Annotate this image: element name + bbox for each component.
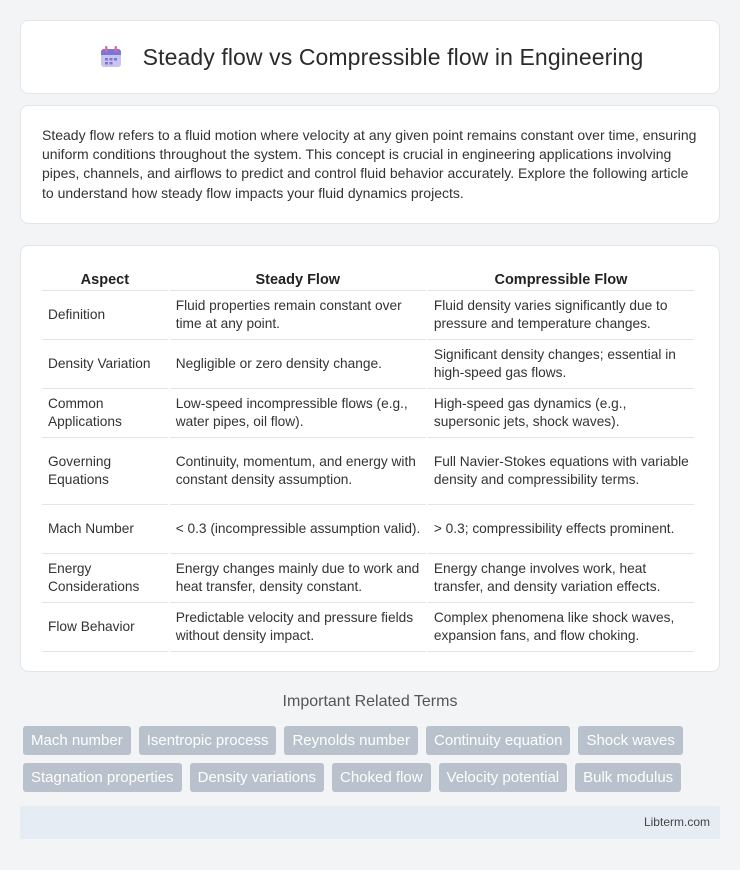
cell-steady: Continuity, momentum, and energy with constant density assumption. [170, 438, 426, 505]
cell-compressible: Energy change involves work, heat transfer, and density variation effects. [428, 554, 694, 603]
comparison-table-card [20, 245, 720, 672]
table-row [42, 505, 694, 554]
cell-compressible: Full Navier-Stokes equations with variable density and compressibility terms. [428, 438, 694, 505]
cell-steady: Low-speed incompressible flows (e.g., water pipes, oil flow). [170, 389, 426, 438]
cell-steady: Fluid properties remain constant over time at any point. [170, 291, 426, 340]
cell-aspect: Mach Number [42, 505, 168, 554]
cell-steady: Predictable velocity and pressure fields without density impact. [170, 603, 426, 652]
cell-aspect: Definition [42, 291, 168, 340]
related-term-tag[interactable]: Continuity equation [426, 726, 570, 755]
header-compressible-flow: Compressible Flow [428, 267, 694, 291]
table-row [42, 554, 694, 603]
cell-steady: < 0.3 (incompressible assumption valid). [170, 505, 426, 554]
intro-card [20, 105, 720, 224]
related-term-tag[interactable]: Isentropic process [139, 726, 277, 755]
header-steady-flow: Steady Flow [170, 267, 426, 291]
intro-text: Steady flow refers to a fluid motion where velocity at any given point remains constant over time, ensuring uniform conditions throughout the system. This concept is crucial in engineering applications involving pipes, channels, and airflows to predict and control fluid behavior accurately. Explore the following article to understand how steady flow impacts your fluid dynamics projects. [42, 127, 697, 201]
cell-aspect: Energy Considerations [42, 554, 168, 603]
footer [20, 806, 720, 839]
table-header-row [42, 267, 694, 291]
calendar-icon [97, 43, 125, 71]
cell-aspect: Common Applications [42, 389, 168, 438]
related-terms-row-1 [23, 726, 723, 755]
related-term-tag[interactable]: Velocity potential [439, 763, 568, 792]
cell-aspect: Flow Behavior [42, 603, 168, 652]
comparison-table [40, 267, 696, 652]
page-title: Steady flow vs Compressible flow in Engineering [142, 43, 644, 70]
related-terms-heading: Important Related Terms [282, 693, 458, 710]
cell-steady: Energy changes mainly due to work and heat transfer, density constant. [170, 554, 426, 603]
cell-aspect: Governing Equations [42, 438, 168, 505]
table-row [42, 389, 694, 438]
table-row [42, 340, 694, 389]
related-term-tag[interactable]: Density variations [190, 763, 324, 792]
title-card [20, 20, 720, 94]
related-term-tag[interactable]: Reynolds number [284, 726, 418, 755]
cell-compressible: Significant density changes; essential in high-speed gas flows. [428, 340, 694, 389]
cell-compressible: High-speed gas dynamics (e.g., supersonic jets, shock waves). [428, 389, 694, 438]
cell-aspect: Density Variation [42, 340, 168, 389]
related-term-tag[interactable]: Bulk modulus [575, 763, 681, 792]
header-aspect: Aspect [42, 267, 168, 291]
table-row [42, 603, 694, 652]
table-row [42, 291, 694, 340]
related-term-tag[interactable]: Shock waves [578, 726, 682, 755]
related-term-tag[interactable]: Choked flow [332, 763, 431, 792]
related-term-tag[interactable]: Mach number [23, 726, 131, 755]
related-term-tag[interactable]: Stagnation properties [23, 763, 182, 792]
cell-compressible: > 0.3; compressibility effects prominent. [428, 505, 694, 554]
cell-steady: Negligible or zero density change. [170, 340, 426, 389]
table-row [42, 438, 694, 505]
footer-site-link[interactable]: Libterm.com [643, 815, 710, 829]
cell-compressible: Fluid density varies significantly due to pressure and temperature changes. [428, 291, 694, 340]
cell-compressible: Complex phenomena like shock waves, expansion fans, and flow choking. [428, 603, 694, 652]
related-terms-row-2 [23, 763, 723, 792]
